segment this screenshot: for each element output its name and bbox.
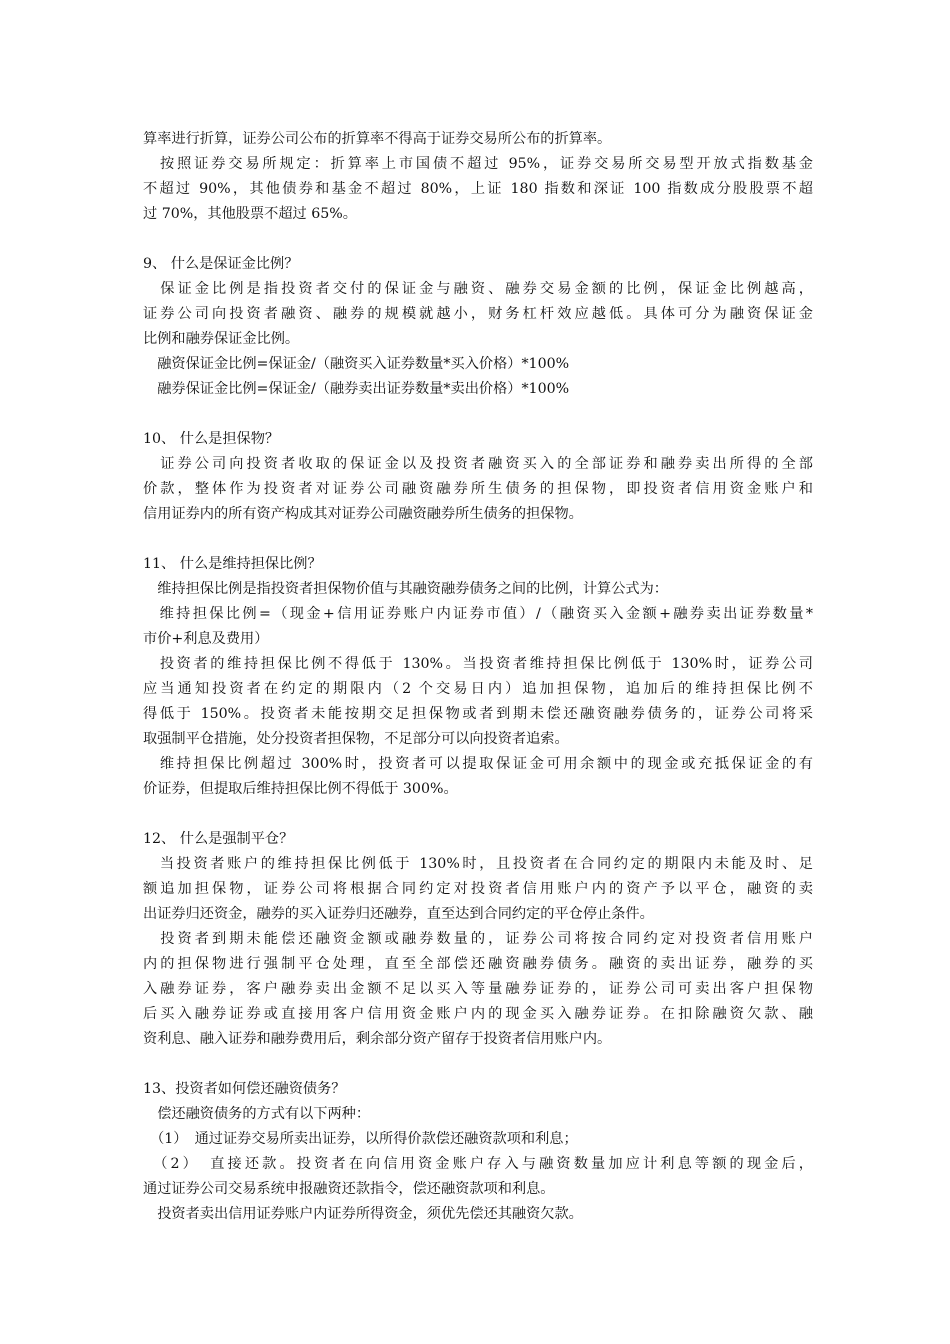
text-line: 当投资者账户的维持担保比例低于 130%时，且投资者在合同约定的期限内未能及时、足 [143,856,813,872]
text-line: 取强制平仓措施，处分投资者担保物，不足部分可以向投资者追索。 [143,731,569,747]
list-item: （1） 通过证券交易所卖出证券，以所得价款偿还融资款项和利息； [143,1131,578,1147]
text-line: 证券公司向投资者融资、融券的规模就越小，财务杠杆效应越低。具体可分为融资保证金 [143,306,813,322]
text-line: 维持担保比例是指投资者担保物价值与其融资融券债务之间的比例，计算公式为： [143,581,668,597]
text-line: 信用证券内的所有资产构成其对证券公司融资融券所生债务的担保物。 [143,506,583,522]
text-line: 额追加担保物，证券公司将根据合同约定对投资者信用账户内的资产予以平仓，融资的卖 [143,881,813,897]
text-line: 得低于 150%。投资者未能按期交足担保物或者到期未偿还融资融券债务的，证券公司将采 [143,706,813,722]
text-line: 通过证券公司交易系统申报融资还款指令，偿还融资款项和利息。 [143,1181,555,1197]
text-line: 内的担保物进行强制平仓处理，直至全部偿还融资融券债务。融资的卖出证券，融券的买 [143,956,813,972]
section-heading: 13、投资者如何偿还融资债务？ [143,1081,346,1097]
text-line: 偿还融资债务的方式有以下两种： [143,1106,371,1122]
text-line: 价款，整体作为投资者对证券公司融资融券所生债务的担保物，即投资者信用资金账户和 [143,481,813,497]
formula-line: 融资保证金比例=保证金/（融资买入证券数量*买入价格）*100% [143,356,570,372]
text-line: 证券公司向投资者收取的保证金以及投资者融资买入的全部证券和融券卖出所得的全部 [143,456,813,472]
text-line: 入融券证券，客户融券卖出金额不足以买入等量融券证券的，证券公司可卖出客户担保物 [143,981,813,997]
section-heading: 11、 什么是维持担保比例？ [143,556,322,572]
text-line: 投资者的维持担保比例不得低于 130%。当投资者维持担保比例低于 130%时，证券公司 [143,656,813,672]
text-line: 按照证券交易所规定：折算率上市国债不超过 95%，证券交易所交易型开放式指数基金 [143,156,813,172]
text-line: 投资者到期未能偿还融资金额或融券数量的，证券公司将按合同约定对投资者信用账户 [143,931,813,947]
section-heading: 12、 什么是强制平仓？ [143,831,294,847]
text-line: 比例和融券保证金比例。 [143,331,300,347]
text-line: 过 70%，其他股票不超过 65%。 [143,206,357,222]
text-line: 算率进行折算，证券公司公布的折算率不得高于证券交易所公布的折算率。 [143,131,612,147]
text-line: 价证券，但提取后维持担保比例不得低于 300%。 [143,781,458,797]
text-line: 保证金比例是指投资者交付的保证金与融资、融券交易金额的比例，保证金比例越高， [143,281,813,297]
section-heading: 10、 什么是担保物？ [143,431,280,447]
formula-line: 维持担保比例=（现金+信用证券账户内证券市值）/（融资买入金额+融券卖出证券数量* [143,606,813,622]
text-line: 后买入融券证券或直接用客户信用资金账户内的现金买入融券证券。在扣除融资欠款、融 [143,1006,813,1022]
text-line: 应当通知投资者在约定的期限内（2 个交易日内）追加担保物，追加后的维持担保比例不 [143,681,813,697]
text-line: 出证券归还资金，融券的买入证券归还融券，直至达到合同约定的平仓停止条件。 [143,906,654,922]
text-line: 资利息、融入证券和融券费用后，剩余部分资产留存于投资者信用账户内。 [143,1031,612,1047]
text-line: 不超过 90%，其他债券和基金不超过 80%，上证 180 指数和深证 100 指数成分股股票不超 [143,181,813,197]
section-heading: 9、 什么是保证金比例？ [143,256,299,272]
text-line: 维持担保比例超过 300%时，投资者可以提取保证金可用余额中的现金或充抵保证金的有 [143,756,813,772]
text-line: 投资者卖出信用证券账户内证券所得资金，须优先偿还其融资欠款。 [143,1206,583,1222]
formula-line: 市价+利息及费用） [143,631,269,647]
list-item: （2） 直接还款。投资者在向信用资金账户存入与融资数量加应计利息等额的现金后， [143,1156,813,1172]
formula-line: 融券保证金比例=保证金/（融券卖出证券数量*卖出价格）*100% [143,381,570,397]
